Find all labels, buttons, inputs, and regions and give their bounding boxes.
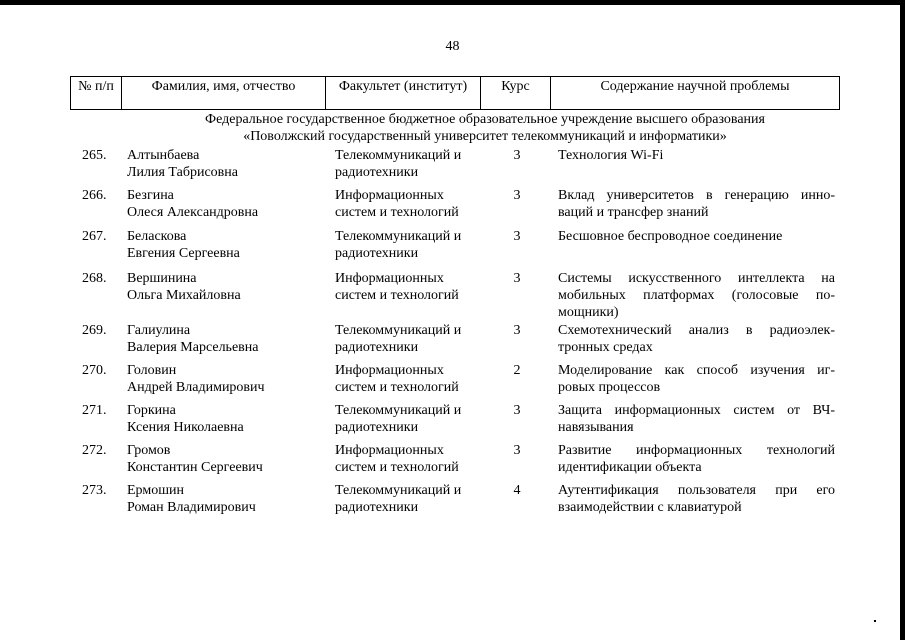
student-surname: Безгина (127, 188, 174, 203)
faculty-line-1: Информационных (335, 443, 444, 458)
student-name (127, 147, 327, 181)
faculty-line-2: систем и технологий (335, 205, 459, 220)
page-number: 48 (445, 39, 460, 54)
header-course: Курс (481, 77, 551, 109)
student-given-names: Константин Сергеевич (127, 460, 263, 475)
row-number: 270. (82, 363, 107, 378)
research-topic: Защита информационных систем от ВЧ-навязывания (558, 403, 835, 435)
faculty-line-2: систем и технологий (335, 460, 459, 475)
student-surname: Вершинина (127, 271, 197, 286)
faculty-line-2: радиотехники (335, 420, 419, 435)
row-number: 273. (82, 483, 107, 498)
course: 4 (513, 483, 521, 498)
faculty (335, 187, 480, 221)
institution-line-1: Федеральное государственное бюджетное образовательное учреждение высшего образования (205, 112, 765, 127)
student-name (127, 362, 327, 396)
row-number: 266. (82, 188, 107, 203)
row-number: 272. (82, 443, 107, 458)
research-topic: Аутентификация пользователя при его взаимодействии с клавиатурой (558, 483, 835, 515)
header-faculty: Факультет (институт) (326, 77, 481, 109)
faculty-line-1: Информационных (335, 363, 444, 378)
header-num: № п/п (71, 77, 122, 109)
student-surname: Головин (127, 363, 177, 378)
faculty (335, 228, 480, 262)
faculty-line-2: систем и технологий (335, 288, 459, 303)
student-given-names: Ольга Михайловна (127, 288, 241, 303)
student-given-names: Валерия Марсельевна (127, 340, 259, 355)
row-number: 268. (82, 271, 107, 286)
student-surname: Горкина (127, 403, 176, 418)
student-name (127, 402, 327, 436)
faculty-line-1: Телекоммуникаций и (335, 403, 462, 418)
course: 3 (513, 443, 521, 458)
row-number: 267. (82, 229, 107, 244)
faculty-line-1: Телекоммуникаций и (335, 148, 462, 163)
faculty-line-1: Информационных (335, 271, 444, 286)
course: 3 (513, 188, 521, 203)
faculty-line-2: радиотехники (335, 165, 419, 180)
course: 3 (513, 403, 521, 418)
student-name (127, 228, 327, 262)
faculty-line-2: радиотехники (335, 340, 419, 355)
student-name (127, 270, 327, 304)
course: 2 (513, 363, 521, 378)
student-name (127, 322, 327, 356)
student-given-names: Андрей Владимирович (127, 380, 265, 395)
student-name (127, 187, 327, 221)
research-topic: Схемотехнический анализ в радиоэлек-тронных средах (558, 323, 835, 355)
student-given-names: Лилия Табрисовна (127, 165, 238, 180)
faculty-line-1: Телекоммуникаций и (335, 483, 462, 498)
faculty (335, 442, 480, 476)
research-topic: Развитие информационных технологий идентификации объекта (558, 443, 835, 475)
faculty-line-1: Телекоммуникаций и (335, 323, 462, 338)
student-surname: Галиулина (127, 323, 191, 338)
course: 3 (513, 229, 521, 244)
faculty (335, 482, 480, 516)
header-topic: Содержание научной проблемы (600, 79, 790, 94)
faculty (335, 322, 480, 356)
row-number: 265. (82, 148, 107, 163)
faculty-line-1: Информационных (335, 188, 444, 203)
student-given-names: Ксения Николаевна (127, 420, 244, 435)
student-surname: Громов (127, 443, 171, 458)
research-topic: Бесшовное беспроводное соединение (558, 229, 783, 244)
research-topic: Технология Wi-Fi (558, 148, 664, 163)
page-top-border (0, 0, 905, 5)
faculty-line-1: Телекоммуникаций и (335, 229, 462, 244)
faculty (335, 270, 480, 304)
page-right-border (900, 0, 905, 640)
student-name (127, 442, 327, 476)
course: 3 (513, 271, 521, 286)
student-given-names: Евгения Сергеевна (127, 246, 240, 261)
student-surname: Беласкова (127, 229, 187, 244)
research-topic: Моделирование как способ изучения иг-ровых процессов (558, 363, 835, 395)
student-name (127, 482, 327, 516)
table-header (70, 76, 840, 110)
faculty-line-2: систем и технологий (335, 380, 459, 395)
student-surname: Ермошин (127, 483, 184, 498)
student-surname: Алтынбаева (127, 148, 200, 163)
faculty (335, 362, 480, 396)
student-given-names: Олеся Александровна (127, 205, 259, 220)
scan-speck (874, 620, 876, 622)
faculty (335, 402, 480, 436)
course: 3 (513, 323, 521, 338)
row-number: 269. (82, 323, 107, 338)
research-topic: Системы искусственного интеллекта на мобильных платформах (голосовые по-мощники) (558, 271, 835, 320)
course: 3 (513, 148, 521, 163)
faculty-line-2: радиотехники (335, 246, 419, 261)
row-number: 271. (82, 403, 107, 418)
faculty-line-2: радиотехники (335, 500, 419, 515)
research-topic: Вклад университетов в генерацию инно-ваций и трансфер знаний (558, 188, 835, 220)
header-name: Фамилия, имя, отчество (122, 77, 326, 109)
student-given-names: Роман Владимирович (127, 500, 256, 515)
institution-line-2: «Поволжский государственный университет телекоммуникаций и информатики» (243, 129, 727, 144)
faculty (335, 147, 480, 181)
